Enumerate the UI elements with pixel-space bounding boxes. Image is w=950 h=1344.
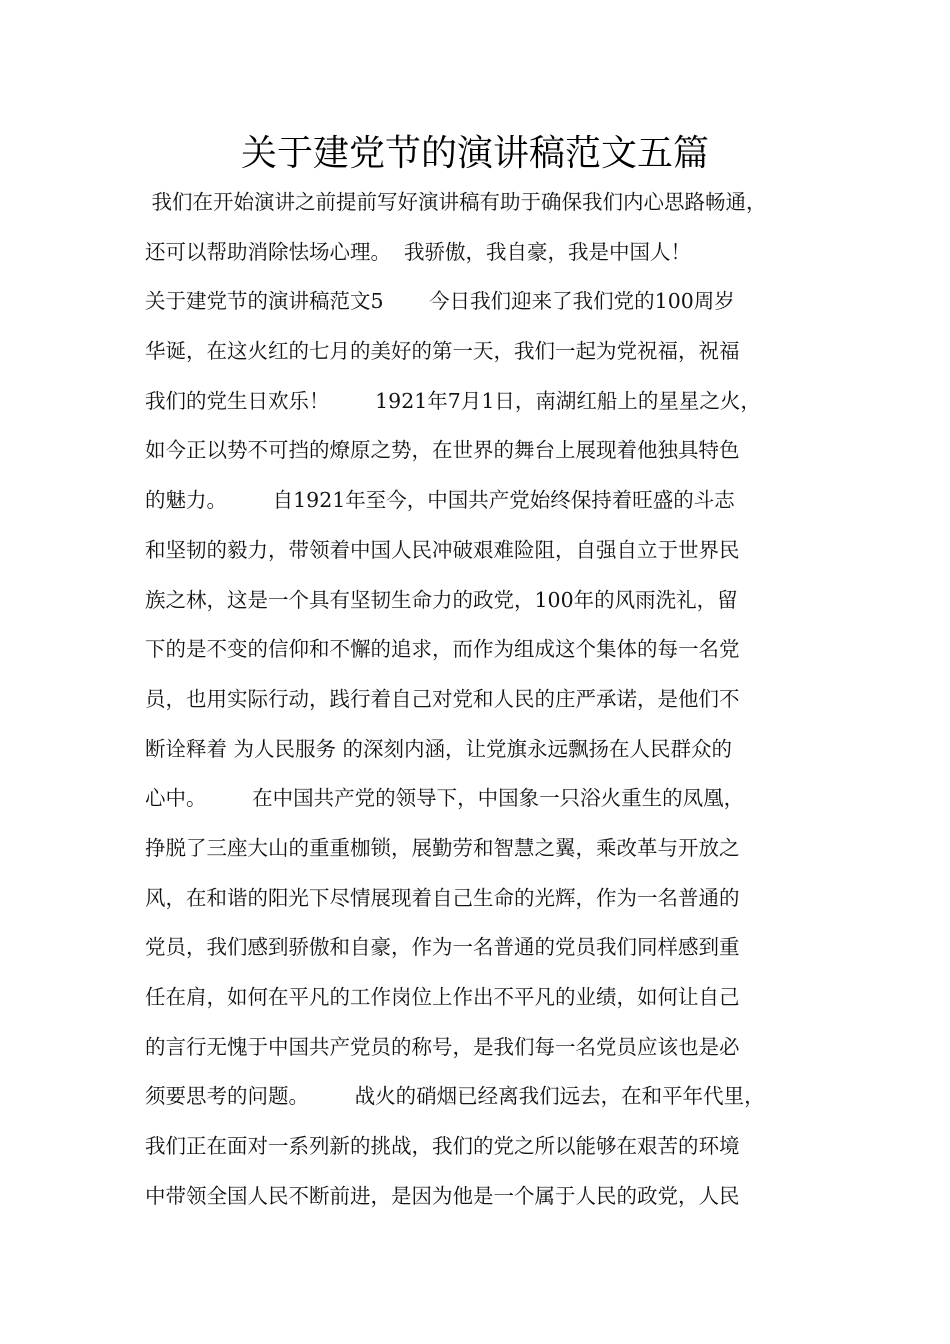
body-line: 我们在开始演讲之前提前写好演讲稿有助于确保我们内心思路畅通， [145, 190, 767, 214]
body-line: 党员，我们感到骄傲和自豪，作为一名普通的党员我们同样感到重 [145, 935, 740, 960]
document-title: 关于建党节的演讲稿范文五篇 [240, 133, 709, 174]
body-line: 挣脱了三座大山的重重枷锁，展勤劳和智慧之翼，乘改革与开放之 [145, 835, 740, 860]
body-line: 还可以帮助消除怯场心理。 我骄傲，我自豪，我是中国人！ [145, 239, 692, 264]
body-line: 风，在和谐的阳光下尽情展现着自己生命的光辉，作为一名普通的 [145, 885, 740, 910]
body-line: 和坚韧的毅力，带领着中国人民冲破艰难险阻，自强自立于世界民 [145, 537, 740, 562]
body-line: 员，也用实际行动，践行着自己对党和人民的庄严承诺，是他们不 [145, 686, 740, 711]
body-line: 中带领全国人民不断前进，是因为他是一个属于人民的政党，人民 [145, 1183, 740, 1208]
body-line: 如今正以势不可挡的燎原之势，在世界的舞台上展现着他独具特色 [145, 438, 740, 463]
body-line: 须要思考的问题。 战火的硝烟已经离我们远去，在和平年代里， [145, 1084, 765, 1109]
body-line: 华诞，在这火红的七月的美好的第一天，我们一起为党祝福，祝福 [145, 339, 740, 364]
body-line: 心中。 在中国共产党的领导下，中国象一只浴火重生的凤凰， [145, 786, 745, 811]
body-line: 我们正在面对一系列新的挑战，我们的党之所以能够在艰苦的环境 [145, 1134, 740, 1159]
body-line: 的魅力。 自1921年至今，中国共产党始终保持着旺盛的斗志 [145, 488, 735, 513]
body-line: 我们的党生日欢乐！ 1921年7月1日，南湖红船上的星星之火， [145, 388, 761, 413]
document-body [145, 178, 825, 1221]
body-line: 族之林，这是一个具有坚韧生命力的政党，100年的风雨洗礼，留 [145, 587, 738, 612]
body-line: 的言行无愧于中国共产党员的称号，是我们每一名党员应该也是必 [145, 1034, 740, 1059]
body-line: 下的是不变的信仰和不懈的追求，而作为组成这个集体的每一名党 [145, 637, 740, 662]
body-line: 任在肩，如何在平凡的工作岗位上作出不平凡的业绩，如何让自己 [145, 985, 740, 1009]
body-line: 关于建党节的演讲稿范文5 今日我们迎来了我们党的100周岁 [145, 289, 735, 314]
body-line: 断诠释着 为人民服务 的深刻内涵，让党旗永远飘扬在人民群众的 [145, 736, 733, 761]
